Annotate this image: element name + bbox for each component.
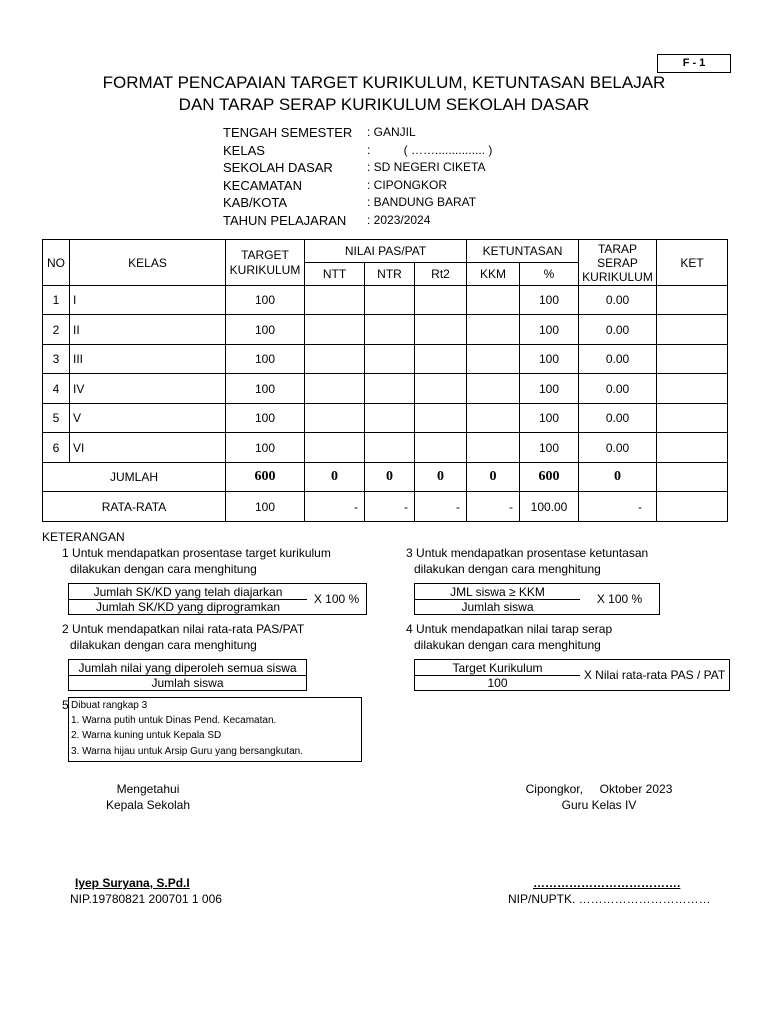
table-row	[43, 433, 728, 463]
row-tarap: 0.00	[579, 433, 657, 463]
row-no: 4	[43, 374, 70, 404]
jumlah-rt2: 0	[415, 463, 467, 492]
row-kkm	[467, 433, 520, 463]
row-tarap: 0.00	[579, 286, 657, 315]
header-kkm: KKM	[467, 263, 520, 286]
row-ntr	[365, 374, 415, 404]
row-kkm	[467, 286, 520, 315]
row-percent: 100	[520, 315, 579, 345]
rata-rata-row	[43, 492, 728, 522]
row-kelas: III	[70, 345, 226, 374]
note-5-item: 3. Warna hijau untuk Arsip Guru yang bersangkutan.	[71, 746, 303, 757]
header-ntr: NTR	[365, 263, 415, 286]
table-row	[43, 315, 728, 345]
row-ket	[657, 315, 728, 345]
row-kkm	[467, 374, 520, 404]
info-label: KELAS	[223, 142, 265, 158]
header-ntt: NTT	[305, 263, 365, 286]
row-kelas: II	[70, 315, 226, 345]
header-no: NO	[43, 240, 70, 286]
info-value: : BANDUNG BARAT	[367, 195, 477, 209]
row-rt2	[415, 374, 467, 404]
row-kelas: I	[70, 286, 226, 315]
row-kelas: IV	[70, 374, 226, 404]
note-3	[406, 545, 648, 577]
row-ntt	[305, 345, 365, 374]
note-5-item: Dibuat rangkap 3	[71, 700, 148, 711]
row-percent: 100	[520, 374, 579, 404]
note-number: 2	[62, 622, 69, 636]
row-rt2	[415, 404, 467, 433]
note-text: dilakukan dengan cara menghitung	[414, 562, 601, 576]
rata-kkm: -	[467, 492, 520, 522]
formula-box-2	[68, 659, 307, 691]
row-target: 100	[226, 404, 305, 433]
note-text: Untuk mendapatkan prosentase target kurikulum	[72, 546, 331, 560]
row-ntr	[365, 433, 415, 463]
note-5-number: 5	[62, 698, 69, 712]
formula-numerator: Target Kurikulum	[452, 661, 543, 675]
jumlah-row	[43, 463, 728, 492]
jumlah-target: 600	[226, 463, 305, 492]
header-kelas: KELAS	[70, 240, 226, 286]
info-label: KECAMATAN	[223, 177, 302, 193]
rata-target: 100	[226, 492, 305, 522]
jumlah-ntr: 0	[365, 463, 415, 492]
row-no: 2	[43, 315, 70, 345]
note-1	[62, 545, 331, 577]
info-value: : GANJIL	[367, 125, 416, 139]
rata-ntr: -	[365, 492, 415, 522]
row-ket	[657, 433, 728, 463]
note-text: dilakukan dengan cara menghitung	[70, 638, 257, 652]
row-no: 6	[43, 433, 70, 463]
row-target: 100	[226, 286, 305, 315]
row-ket	[657, 404, 728, 433]
row-rt2	[415, 433, 467, 463]
jumlah-ket	[657, 463, 728, 492]
row-target: 100	[226, 345, 305, 374]
info-value: : ( ……............... )	[367, 142, 493, 157]
curriculum-table	[42, 239, 728, 522]
note-5-item: 2. Warna kuning untuk Kepala SD	[71, 730, 222, 741]
row-ntt	[305, 315, 365, 345]
row-target: 100	[226, 315, 305, 345]
note-text: dilakukan dengan cara menghitung	[70, 562, 257, 576]
rata-label: RATA-RATA	[43, 492, 226, 522]
row-percent: 100	[520, 345, 579, 374]
header-ket: KET	[657, 240, 728, 286]
formula-box-1	[68, 583, 367, 615]
signature-right-role: Guru Kelas IV	[561, 798, 637, 812]
header-percent: %	[520, 263, 579, 286]
note-5-item: 1. Warna putih untuk Dinas Pend. Kecamatan.	[71, 715, 277, 726]
principal-name: Iyep Suryana, S.Pd.I	[75, 876, 190, 890]
row-kelas: VI	[70, 433, 226, 463]
row-rt2	[415, 345, 467, 374]
header-target: TARGET KURIKULUM	[226, 240, 305, 286]
info-label: KAB/KOTA	[223, 195, 288, 210]
row-ket	[657, 345, 728, 374]
row-ntt	[305, 286, 365, 315]
info-label: TENGAH SEMESTER	[223, 125, 353, 140]
rata-tarap: -	[579, 492, 657, 522]
table-row	[43, 404, 728, 433]
document-title-line1: FORMAT PENCAPAIAN TARGET KURIKULUM, KETUNTASAN BELAJAR	[102, 73, 666, 92]
header-tarap-serap: TARAP SERAP KURIKULUM	[579, 240, 657, 286]
row-ntt	[305, 404, 365, 433]
info-value: : CIPONGKOR	[367, 177, 448, 192]
jumlah-label: JUMLAH	[43, 463, 226, 492]
row-ntr	[365, 286, 415, 315]
document-info	[223, 124, 492, 229]
note-text: Untuk mendapatkan nilai tarap serap	[416, 622, 613, 636]
row-ntt	[305, 374, 365, 404]
row-rt2	[415, 315, 467, 345]
row-tarap: 0.00	[579, 404, 657, 433]
jumlah-percent: 600	[520, 463, 579, 492]
row-ket	[657, 286, 728, 315]
note-text: Untuk mendapatkan prosentase ketuntasan	[416, 546, 649, 560]
note-number: 1	[62, 546, 69, 560]
jumlah-tarap: 0	[579, 463, 657, 492]
row-target: 100	[226, 433, 305, 463]
rata-ket	[657, 492, 728, 522]
formula-numerator: Jumlah SK/KD yang telah diajarkan	[93, 585, 283, 599]
header-nilai-pas-pat: NILAI PAS/PAT	[305, 240, 467, 263]
row-no: 1	[43, 286, 70, 315]
row-kkm	[467, 345, 520, 374]
row-ntr	[365, 404, 415, 433]
row-rt2	[415, 286, 467, 315]
teacher-nip: NIP/NUPTK. ……………………………	[508, 892, 711, 906]
row-ntr	[365, 345, 415, 374]
table-row	[43, 345, 728, 374]
info-label: TAHUN PELAJARAN	[223, 212, 347, 228]
row-tarap: 0.00	[579, 315, 657, 345]
note-number: 4	[406, 622, 413, 636]
row-percent: 100	[520, 404, 579, 433]
row-percent: 100	[520, 286, 579, 315]
formula-box-4	[414, 659, 730, 691]
row-tarap: 0.00	[579, 374, 657, 404]
table-row	[43, 374, 728, 404]
formula-denominator: Jumlah siswa	[151, 676, 224, 690]
formula-multiplier: X Nilai rata-rata PAS / PAT	[583, 668, 726, 682]
table-row	[43, 286, 728, 315]
header-rt2: Rt2	[415, 263, 467, 286]
teacher-name: ……………………………….	[533, 876, 681, 890]
row-kelas: V	[70, 404, 226, 433]
note-text: dilakukan dengan cara menghitung	[414, 638, 601, 652]
signature-left-role: Kepala Sekolah	[105, 798, 191, 812]
row-no: 3	[43, 345, 70, 374]
rata-rt2: -	[415, 492, 467, 522]
note-2	[62, 621, 304, 653]
rata-percent: 100.00	[520, 492, 579, 522]
formula-multiplier: X 100 %	[313, 592, 360, 606]
row-no: 5	[43, 404, 70, 433]
row-ntr	[365, 315, 415, 345]
header-ketuntasan: KETUNTASAN	[467, 240, 579, 263]
row-kkm	[467, 315, 520, 345]
document-title-line2: DAN TARAP SERAP KURIKULUM SEKOLAH DASAR	[178, 95, 590, 114]
row-tarap: 0.00	[579, 345, 657, 374]
formula-numerator: JML siswa ≥ KKM	[450, 585, 545, 599]
signature-right-place-date: Cipongkor, Oktober 2023	[525, 782, 673, 796]
rata-ntt: -	[305, 492, 365, 522]
signature-left-acknowledged: Mengetahui	[116, 782, 180, 796]
form-code-badge: F - 1	[657, 54, 731, 73]
row-ket	[657, 374, 728, 404]
formula-denominator: 100	[487, 676, 508, 690]
note-text: Untuk mendapatkan nilai rata-rata PAS/PAT	[72, 622, 305, 636]
note-number: 3	[406, 546, 413, 560]
note-4	[406, 621, 612, 653]
note-5-box	[68, 697, 362, 762]
info-value: : SD NEGERI CIKETA	[367, 160, 486, 174]
formula-denominator: Jumlah siswa	[461, 600, 534, 614]
jumlah-ntt: 0	[305, 463, 365, 492]
row-target: 100	[226, 374, 305, 404]
principal-nip: NIP.19780821 200701 1 006	[70, 892, 222, 906]
formula-numerator: Jumlah nilai yang diperoleh semua siswa	[78, 661, 297, 675]
row-percent: 100	[520, 433, 579, 463]
formula-denominator: Jumlah SK/KD yang diprogramkan	[95, 600, 281, 614]
row-kkm	[467, 404, 520, 433]
row-ntt	[305, 433, 365, 463]
keterangan-heading: KETERANGAN	[42, 530, 125, 544]
formula-box-3	[414, 583, 660, 615]
info-label: SEKOLAH DASAR	[223, 160, 333, 175]
info-value: : 2023/2024	[367, 212, 431, 227]
jumlah-kkm: 0	[467, 463, 520, 492]
formula-multiplier: X 100 %	[596, 592, 643, 606]
